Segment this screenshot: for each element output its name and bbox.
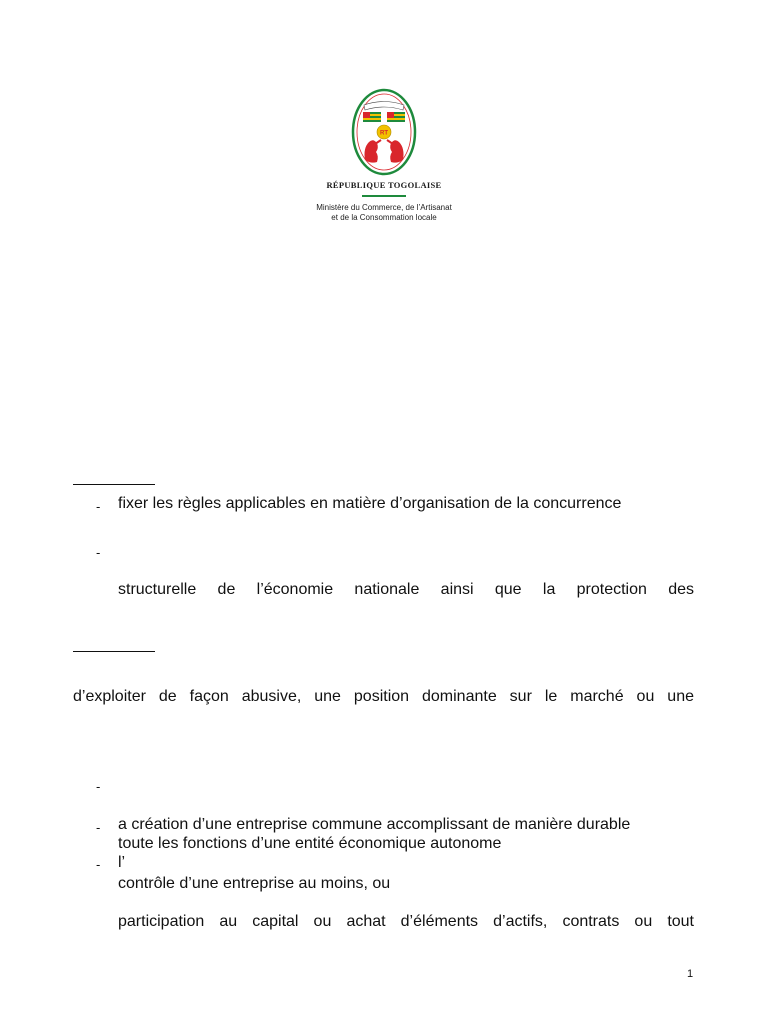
- body-line: fixer les règles applicables en matière d’organisation de la concurrence: [118, 495, 622, 512]
- togo-coat-of-arms-icon: [351, 88, 417, 176]
- ministry-name-line-2: et de la Consommation locale: [331, 213, 437, 222]
- seal-monogram: RT: [380, 130, 388, 137]
- body-line: l’: [118, 854, 126, 871]
- country-name: RÉPUBLIQUE TOGOLAISE: [326, 180, 442, 190]
- list-dash: -: [96, 779, 101, 794]
- redacted-rule: [73, 651, 155, 652]
- body-line: a création d’une entreprise commune accomplissant de manière durable: [118, 816, 631, 833]
- body-line: d’exploiter de façon abusive, une position dominante sur le marché ou une: [73, 688, 694, 705]
- page-number: 1: [687, 968, 694, 980]
- body-line: structurelle de l’économie nationale ainsi que la protection des: [118, 581, 694, 598]
- body-line: toute les fonctions d’une entité économique autonome: [118, 835, 502, 852]
- letterhead: [0, 88, 768, 223]
- redacted-rule: [73, 484, 155, 485]
- ministry-name-line-1: Ministère du Commerce, de l’Artisanat: [316, 203, 452, 212]
- green-divider: [362, 195, 406, 197]
- body-line: participation au capital ou achat d’éléments d’actifs, contrats ou tout: [118, 913, 694, 930]
- list-dash: -: [96, 545, 101, 560]
- list-dash: -: [96, 499, 101, 514]
- list-dash: -: [96, 820, 101, 835]
- list-dash: -: [96, 857, 101, 872]
- body-line: contrôle d’une entreprise au moins, ou: [118, 875, 391, 892]
